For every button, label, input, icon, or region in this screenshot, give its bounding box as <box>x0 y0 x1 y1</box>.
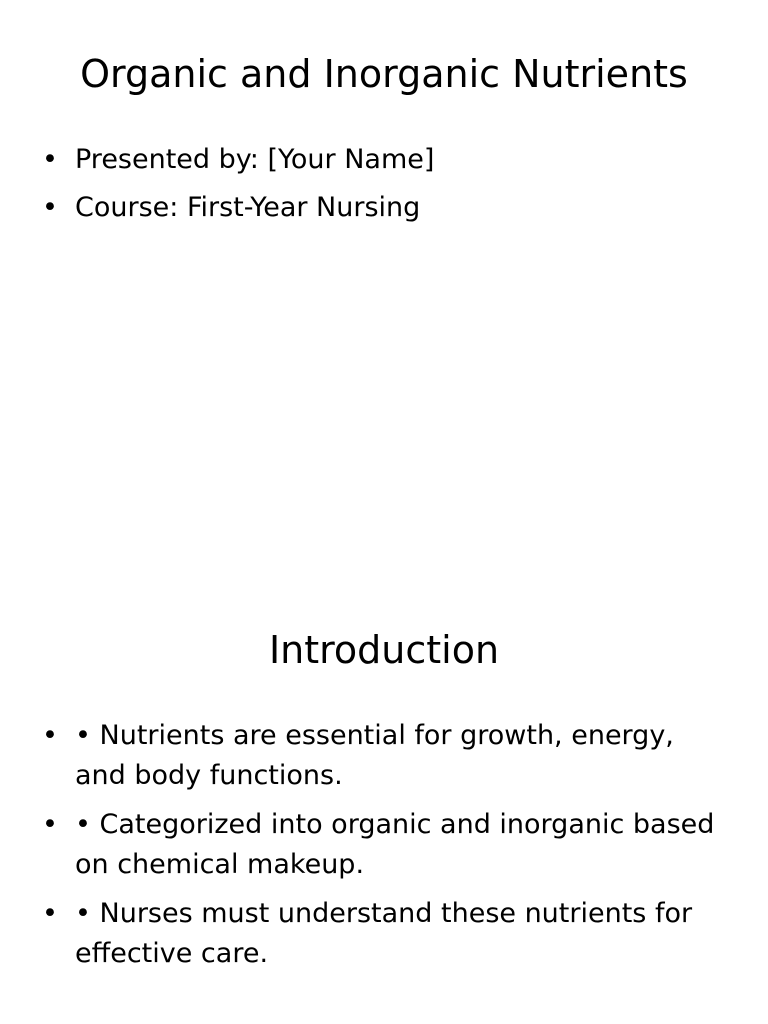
bullet-item <box>40 188 730 228</box>
bullet-dot-icon: • <box>42 720 58 751</box>
bullet-text: • Categorized into organic and inorganic based on chemical makeup. <box>75 809 715 880</box>
bullet-text: Course: First-Year Nursing <box>75 192 421 223</box>
bullet-item <box>40 716 730 796</box>
slide-title: Introduction <box>268 628 500 672</box>
bullet-item <box>40 140 730 180</box>
bullet-dot-icon: • <box>42 144 58 175</box>
bullet-dot-icon: • <box>42 809 58 840</box>
slide-introduction <box>0 576 768 1024</box>
bullet-list <box>40 140 730 236</box>
bullet-text: • Nutrients are essential for growth, energy, and body functions. <box>75 720 674 791</box>
bullet-item <box>40 894 730 974</box>
bullet-dot-icon: • <box>42 192 58 223</box>
slide-title: Organic and Inorganic Nutrients <box>80 52 688 96</box>
bullet-item <box>40 805 730 885</box>
bullet-list <box>40 716 730 983</box>
bullet-text: Presented by: [Your Name] <box>75 144 435 175</box>
bullet-text: • Nurses must understand these nutrients for effective care. <box>75 898 693 969</box>
bullet-dot-icon: • <box>42 898 58 929</box>
